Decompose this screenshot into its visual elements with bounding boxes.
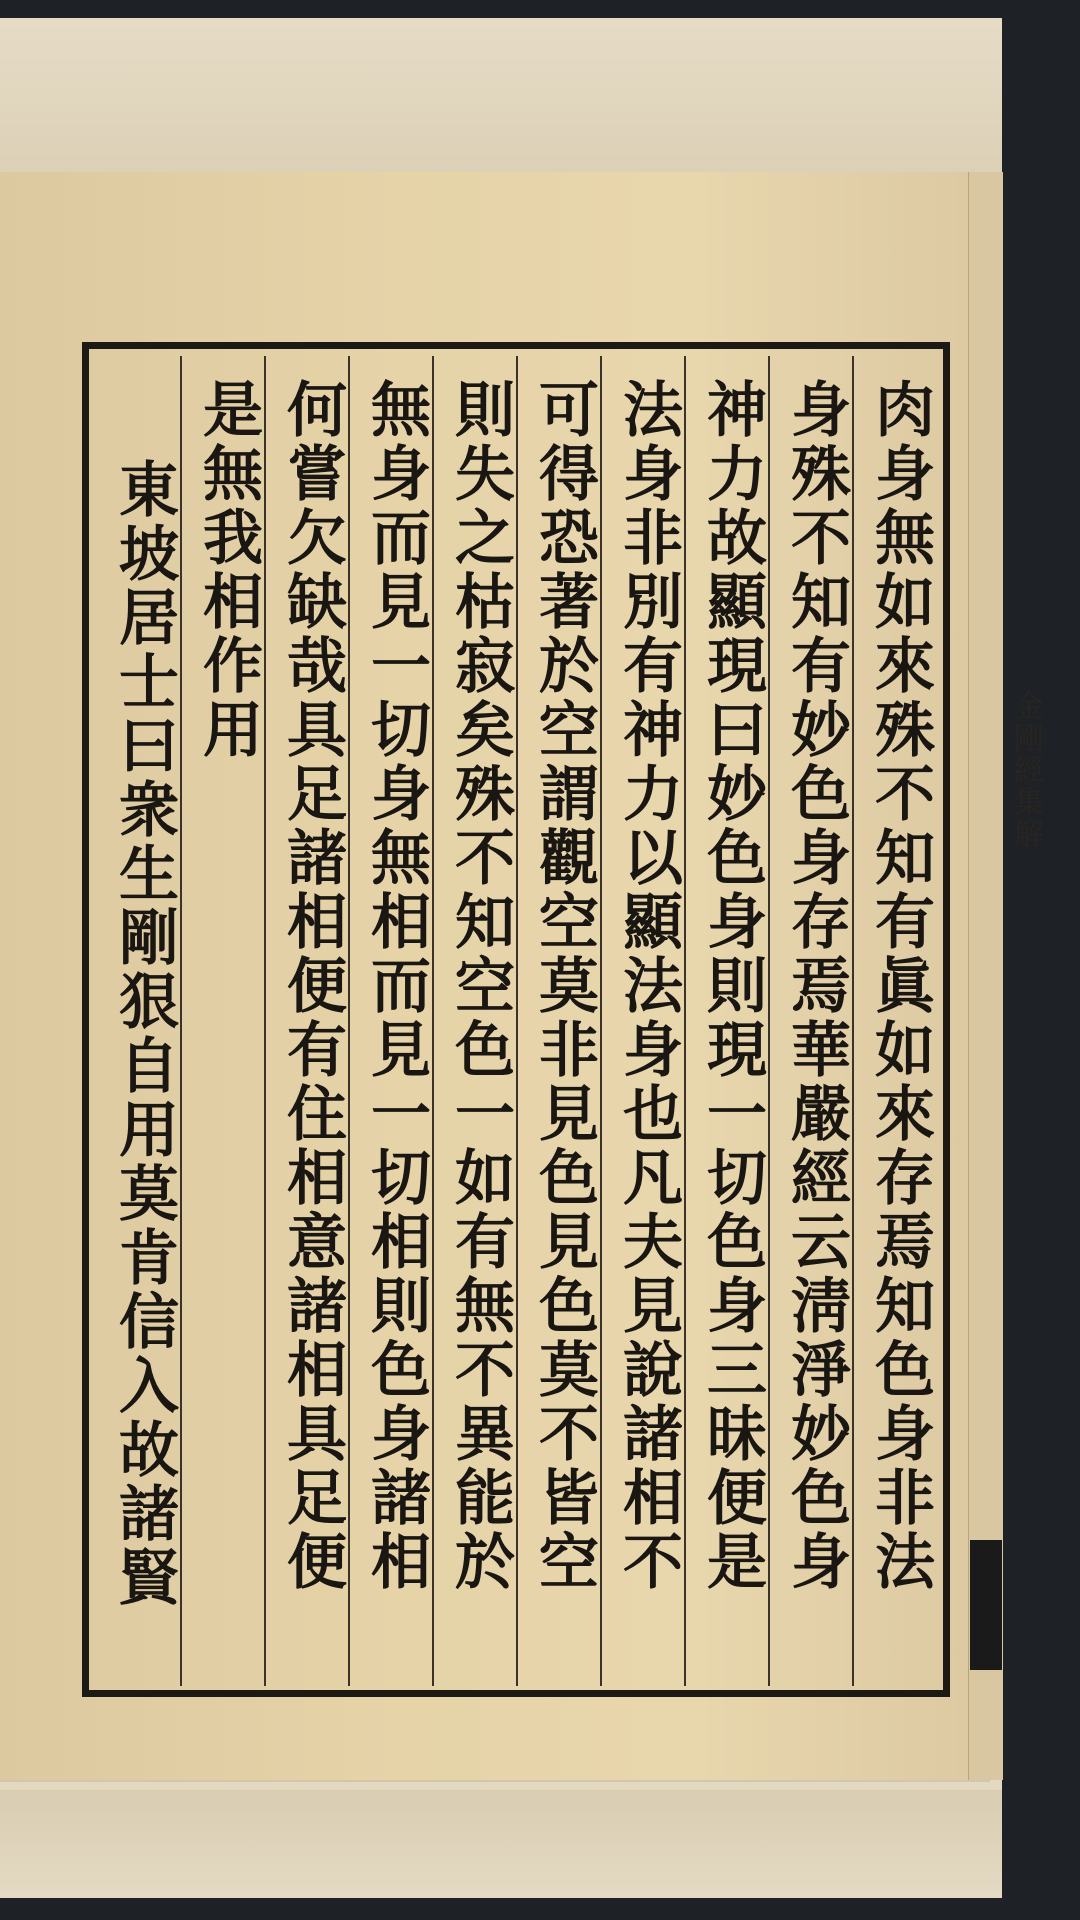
text-column-7: 無身而見一切身無相而見一切相則色身諸相 xyxy=(361,378,431,1594)
text-column-1: 肉身無如來殊不知有眞如來存焉知色身非法 xyxy=(865,378,935,1594)
text-column-10: 東坡居士曰衆生剛狠自用莫肯信入故諸賢 xyxy=(109,458,179,1610)
text-column-5: 可得恐著於空謂觀空莫非見色見色莫不皆空 xyxy=(529,378,599,1594)
text-column-3: 神力故顯現曰妙色身則現一切色身三昧便是 xyxy=(697,378,767,1594)
text-columns xyxy=(96,356,941,1686)
spine-margin xyxy=(968,172,1003,1780)
text-column-8: 何嘗欠缺哉具足諸相便有住相意諸相具足便 xyxy=(277,378,347,1594)
side-title: 金剛經集解 xyxy=(1008,690,1043,850)
text-column-2: 身殊不知有妙色身存焉華嚴經云淸淨妙色身 xyxy=(781,378,851,1594)
back-page-bottom-edge xyxy=(0,1790,1002,1898)
text-column-6: 則失之枯寂矣殊不知空色一如有無不異能於 xyxy=(445,378,515,1594)
back-page-top-edge xyxy=(0,18,1002,178)
text-column-4: 法身非別有神力以顯法身也凡夫見說諸相不 xyxy=(613,378,683,1594)
text-column-9: 是無我相作用 xyxy=(193,378,263,762)
fishtail-mark xyxy=(970,1540,1002,1670)
